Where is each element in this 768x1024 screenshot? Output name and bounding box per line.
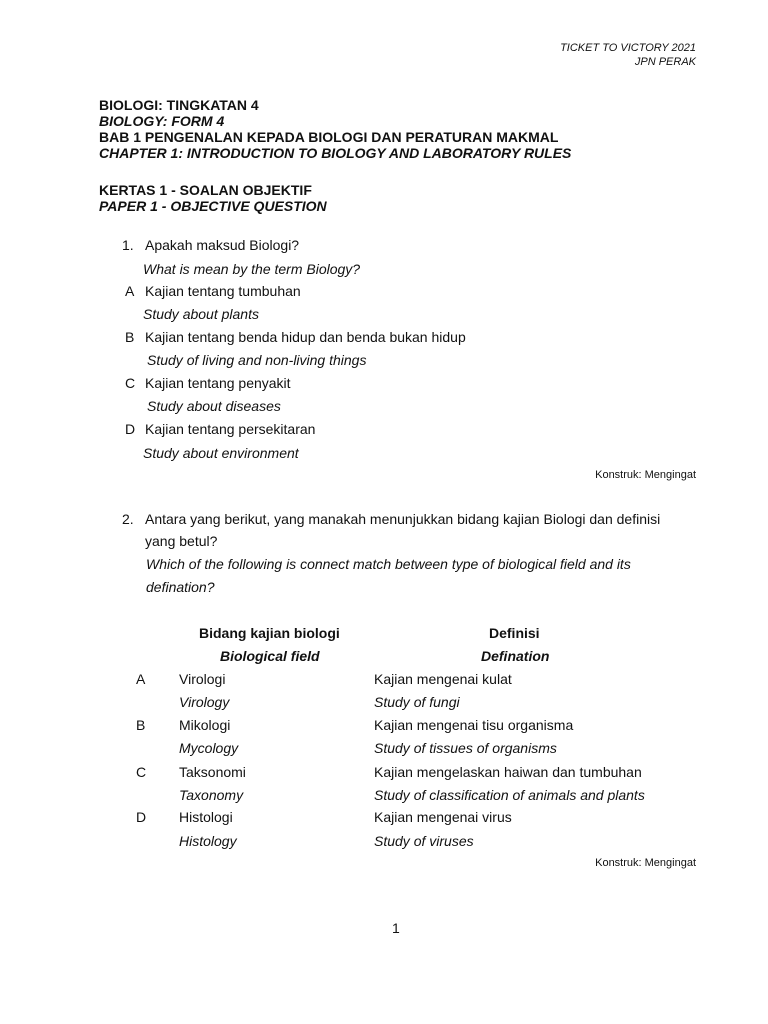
chapter-title-ms: BAB 1 PENGENALAN KEPADA BIOLOGI DAN PERATURAN MAKMAL: [99, 129, 559, 145]
title-block: [99, 97, 571, 161]
header-line-2: JPN PERAK: [634, 56, 696, 68]
q1-option-b-letter: B: [125, 329, 135, 345]
paper-title-en: PAPER 1 - OBJECTIVE QUESTION: [99, 198, 327, 214]
table-row-a-def-ms: Kajian mengenai kulat: [374, 671, 512, 687]
table-row-b-field-en: Mycology: [179, 740, 239, 756]
q2-text-ms-2: yang betul?: [145, 533, 218, 549]
table-row-b-def-ms: Kajian mengenai tisu organisma: [374, 717, 574, 733]
table-row-c-def-en: Study of classification of animals and plants: [374, 787, 645, 803]
table-row-d-def-en: Study of viruses: [374, 833, 474, 849]
table-row-b-field-ms: Mikologi: [179, 717, 231, 733]
q1-option-a-letter: A: [125, 283, 135, 299]
q1-number: 1.: [122, 237, 134, 253]
q1-option-c-letter: C: [125, 375, 136, 391]
page-header: [560, 41, 696, 69]
table-row-a-letter: A: [136, 671, 146, 687]
q1-text-ms: Apakah maksud Biologi?: [145, 237, 300, 253]
table-row-c-field-en: Taxonomy: [179, 787, 244, 803]
table-header-field-ms: Bidang kajian biologi: [199, 625, 340, 641]
q2-text-ms-1: Antara yang berikut, yang manakah menunjukkan bidang kajian Biologi dan definisi: [145, 511, 661, 527]
table-row-d-def-ms: Kajian mengenai virus: [374, 809, 512, 825]
table-row-a-field-en: Virology: [179, 694, 230, 710]
table-row-d-letter: D: [136, 809, 147, 825]
table-row-a-field-ms: Virologi: [179, 671, 226, 687]
q1-option-d-en: Study about environment: [143, 445, 299, 461]
q1-text-en: What is mean by the term Biology?: [143, 261, 361, 277]
q2-construct: Konstruk: Mengingat: [595, 857, 696, 869]
table-header-field-en: Biological field: [220, 648, 320, 664]
header-line-1: TICKET TO VICTORY 2021: [560, 42, 696, 54]
table-row-c-letter: C: [136, 764, 147, 780]
page-number: 1: [392, 920, 400, 936]
paper-title-block: [99, 182, 327, 214]
q1-option-d-ms: Kajian tentang persekitaran: [145, 421, 316, 437]
table-header-def-ms: Definisi: [489, 625, 540, 641]
paper-title-ms: KERTAS 1 - SOALAN OBJEKTIF: [99, 182, 312, 198]
q1-construct: Konstruk: Mengingat: [595, 469, 696, 481]
table-row-c-field-ms: Taksonomi: [179, 764, 246, 780]
table-header-def-en: Defination: [481, 648, 550, 664]
q2-text-en-2: defination?: [146, 579, 215, 595]
table-row-b-letter: B: [136, 717, 146, 733]
q1-option-c-en: Study about diseases: [147, 398, 281, 414]
table-row-c-def-ms: Kajian mengelaskan haiwan dan tumbuhan: [374, 764, 642, 780]
chapter-title-en: CHAPTER 1: INTRODUCTION TO BIOLOGY AND LABORATORY RULES: [99, 145, 572, 161]
q1-option-b-en: Study of living and non-living things: [147, 352, 367, 368]
table-row-b-def-en: Study of tissues of organisms: [374, 740, 557, 756]
q2-number: 2.: [122, 511, 134, 527]
subject-title-ms: BIOLOGI: TINGKATAN 4: [99, 97, 259, 113]
q1-option-a-ms: Kajian tentang tumbuhan: [145, 283, 301, 299]
q2-text-en-1: Which of the following is connect match between type of biological field and its: [146, 556, 631, 572]
q1-option-a-en: Study about plants: [143, 306, 259, 322]
q1-option-b-ms: Kajian tentang benda hidup dan benda bukan hidup: [145, 329, 466, 345]
table-row-d-field-ms: Histologi: [179, 809, 233, 825]
subject-title-en: BIOLOGY: FORM 4: [99, 113, 225, 129]
q1-option-c-ms: Kajian tentang penyakit: [145, 375, 291, 391]
table-row-d-field-en: Histology: [179, 833, 237, 849]
table-row-a-def-en: Study of fungi: [374, 694, 460, 710]
q1-option-d-letter: D: [125, 421, 136, 437]
